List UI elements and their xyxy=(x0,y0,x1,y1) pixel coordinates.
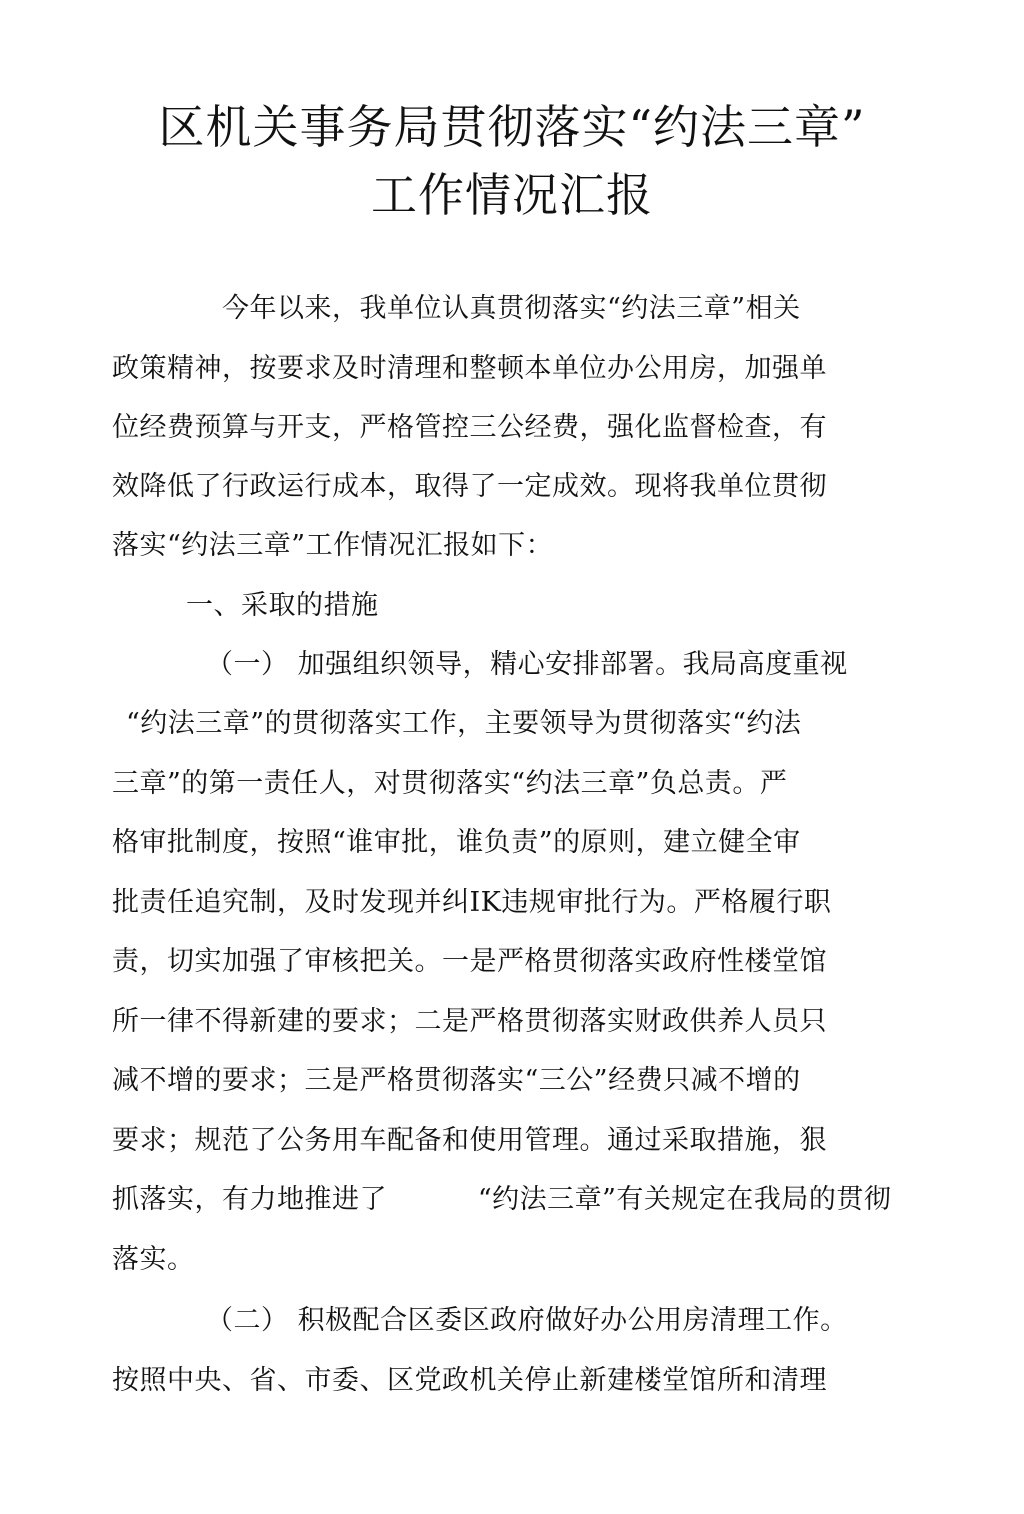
paragraph-line: 三章”的第一责任人，对贯彻落实“约法三章”负总责。严 xyxy=(112,768,788,799)
paragraph-line: 落实。 xyxy=(112,1244,195,1275)
section-heading: 一、采取的措施 xyxy=(186,590,379,621)
document-title-line-1: 区机关事务局贯彻落实“约法三章” xyxy=(158,100,866,154)
paragraph-line: 按照中央、省、市委、区党政机关停止新建楼堂馆所和清理 xyxy=(112,1365,827,1396)
paragraph-line: 政策精神，按要求及时清理和整顿本单位办公用房，加强单 xyxy=(112,353,827,384)
paragraph-line: 所一律不得新建的要求；二是严格贯彻落实财政供养人员只 xyxy=(112,1006,827,1037)
paragraph-line: 格审批制度，按照“谁审批，谁负责”的原则，建立健全审 xyxy=(112,827,801,858)
paragraph-line: 落实“约法三章”工作情况汇报如下： xyxy=(112,530,554,561)
paragraph-line: 效降低了行政运行成本，取得了一定成效。现将我单位贯彻 xyxy=(112,471,827,502)
paragraph-line: 减不增的要求；三是严格贯彻落实“三公”经费只减不增的 xyxy=(112,1065,801,1096)
paragraph-line: 今年以来，我单位认真贯彻落实“约法三章”相关 xyxy=(222,293,801,324)
paragraph-line: 抓落实，有力地推进了 “约法三章”有关规定在我局的贯彻 xyxy=(112,1184,892,1215)
document-title-line-2: 工作情况汇报 xyxy=(371,168,653,222)
subsection-heading-line: （一） 加强组织领导，精心安排部署。我局高度重视 xyxy=(206,649,848,680)
paragraph-line: 要求；规范了公务用车配备和使用管理。通过采取措施，狠 xyxy=(112,1125,827,1156)
paragraph-line: 批责任追究制，及时发现并纠IK违规审批行为。严格履行职 xyxy=(112,887,832,918)
subsection-heading-line: （二） 积极配合区委区政府做好办公用房清理工作。 xyxy=(206,1305,848,1336)
paragraph-line: “约法三章”的贯彻落实工作，主要领导为贯彻落实“约法 xyxy=(126,708,802,739)
paragraph-line: 责，切实加强了审核把关。一是严格贯彻落实政府性楼堂馆 xyxy=(112,946,827,977)
paragraph-line: 位经费预算与开支，严格管控三公经费，强化监督检查，有 xyxy=(112,412,827,443)
